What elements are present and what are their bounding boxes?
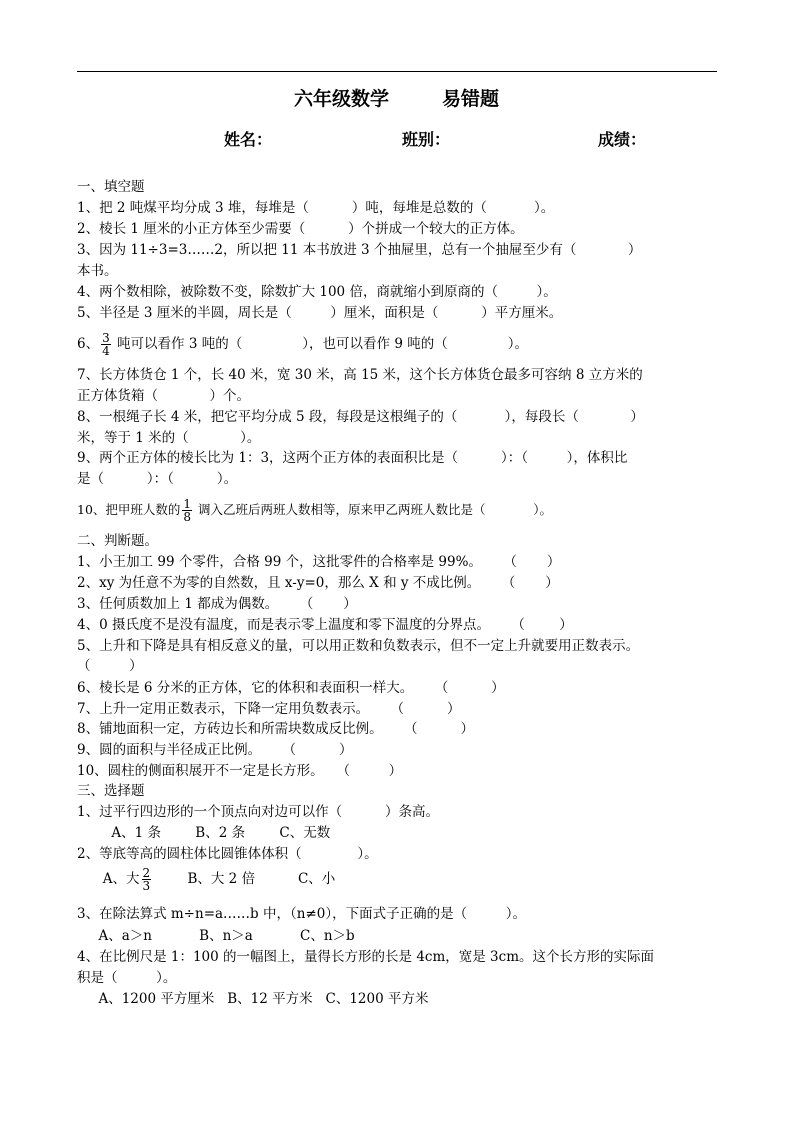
fill-q6 bbox=[77, 332, 528, 357]
choice-q4-cont: 积是（ ）。 bbox=[77, 970, 177, 986]
section-heading-judge: 二、判断题。 bbox=[77, 533, 158, 549]
choice-q2-options bbox=[77, 867, 335, 892]
fill-q8-cont: 米，等于 1 米的（ ）。 bbox=[77, 430, 261, 446]
judge-q3: 3、任何质数加上 1 都成为偶数。 （ ） bbox=[77, 596, 357, 612]
judge-q5: 5、上升和下降是具有相反意义的量，可以用正数和负数表示，但不一定上升就要用正数表示。 bbox=[77, 638, 640, 654]
fraction-denominator: 4 bbox=[102, 344, 110, 358]
section-heading-choice: 三、选择题 bbox=[77, 783, 145, 799]
fill-q6-prefix: 6、 bbox=[77, 336, 100, 352]
fill-q9-cont: 是（ ）：（ ）。 bbox=[77, 471, 238, 487]
choice-q4-options: A、1200 平方厘米 B、12 平方米 C、1200 平方米 bbox=[77, 991, 429, 1007]
section-heading-fill: 一、填空题 bbox=[77, 179, 145, 195]
judge-q9: 9、圆的面积与半径成正比例。 （ ） bbox=[77, 742, 353, 758]
judge-q6: 6、棱长是 6 分米的正方体，它的体积和表面积一样大。 （ ） bbox=[77, 680, 505, 696]
judge-q4: 4、0 摄氏度不是没有温度，而是表示零上温度和零下温度的分界点。 （ ） bbox=[77, 617, 573, 633]
judge-q5-cont: （ ） bbox=[77, 658, 143, 674]
choice-q4: 4、在比例尺是 1：100 的一幅图上，量得长方形的长是 4cm，宽是 3cm。这个长方形的实际面 bbox=[77, 949, 655, 965]
page-title: 六年级数学 易错题 bbox=[294, 88, 499, 110]
judge-q1: 1、小王加工 99 个零件，合格 99 个，这批零件的合格率是 99%。 （ ） bbox=[77, 554, 561, 570]
choice-q2-options-rest: B、大 2 倍 C、小 bbox=[153, 871, 336, 887]
class-label: 班别： bbox=[402, 130, 451, 149]
choice-q2: 2、等底等高的圆柱体比圆锥体体积（ ）。 bbox=[77, 846, 378, 862]
fill-q7: 7、长方体货仓 1 个，长 40 米，宽 30 米，高 15 米，这个长方体货仓最多可容纳 8 立方米的 bbox=[77, 367, 643, 383]
fill-q9: 9、两个正方体的棱长比为 1：3，这两个正方体的表面积比是（ ）：（ ），体积比 bbox=[77, 450, 628, 466]
choice-q2-option-a: A、大 bbox=[77, 871, 140, 887]
fill-q10 bbox=[77, 498, 552, 523]
fraction-three-quarters bbox=[101, 332, 111, 357]
fill-q10-rest: 调入乙班后两班人数相等，原来甲乙两班人数比是（ ）。 bbox=[194, 502, 552, 517]
choice-q3-options: A、a＞n B、n＞a C、n＞b bbox=[77, 928, 355, 944]
name-label: 姓名： bbox=[224, 130, 273, 149]
judge-q2: 2、xy 为任意不为零的自然数，且 x-y=0，那么 X 和 y 不成比例。 （ ） bbox=[77, 575, 559, 591]
fraction-denominator: 8 bbox=[183, 510, 192, 524]
fill-q8: 8、一根绳子长 4 米，把它平均分成 5 段，每段是这根绳子的（ ），每段长（ ） bbox=[77, 409, 644, 425]
fill-q5: 5、半径是 3 厘米的半圆，周长是（ ）厘米，面积是（ ）平方厘米。 bbox=[77, 305, 563, 321]
fill-q1: 1、把 2 吨煤平均分成 3 堆，每堆是（ ）吨，每堆是总数的（ ）。 bbox=[77, 200, 555, 216]
fraction-numerator: 1 bbox=[183, 497, 192, 511]
choice-q3: 3、在除法算式 m÷n=a……b 中，（n≠0），下面式子正确的是（ ）。 bbox=[77, 906, 526, 922]
choice-q1: 1、过平行四边形的一个顶点向对边可以作（ ）条高。 bbox=[77, 804, 440, 820]
top-rule bbox=[77, 71, 717, 72]
judge-q7: 7、上升一定用正数表示，下降一定用负数表示。 （ ） bbox=[77, 701, 461, 717]
fraction-denominator: 3 bbox=[142, 879, 151, 893]
judge-q8: 8、铺地面积一定，方砖边长和所需块数成反比例。 （ ） bbox=[77, 721, 474, 737]
fill-q3-cont: 本书。 bbox=[77, 263, 118, 279]
score-label: 成绩： bbox=[598, 130, 647, 149]
fill-q2: 2、棱长 1 厘米的小正方体至少需要（ ）个拼成一个较大的正方体。 bbox=[77, 221, 524, 237]
judge-q10: 10、圆柱的侧面积展开不一定是长方形。 （ ） bbox=[77, 763, 403, 779]
fraction-two-thirds bbox=[142, 867, 152, 892]
choice-q1-options: A、1 条 B、2 条 C、无数 bbox=[77, 825, 331, 841]
fraction-numerator: 3 bbox=[102, 331, 110, 345]
fill-q7-cont: 正方体货箱（ ）个。 bbox=[77, 388, 250, 404]
fraction-one-eighth bbox=[182, 498, 192, 523]
fill-q4: 4、两个数相除，被除数不变，除数扩大 100 倍，商就缩小到原商的（ ）。 bbox=[77, 284, 557, 300]
fraction-numerator: 2 bbox=[142, 866, 151, 880]
fill-q6-rest: 吨可以看作 3 吨的（ ），也可以看作 9 吨的（ ）。 bbox=[112, 336, 529, 352]
fill-q10-prefix: 10、把甲班人数的 bbox=[77, 502, 181, 517]
fill-q3: 3、因为 11÷3=3……2，所以把 11 本书放进 3 个抽屉里，总有一个抽屉至少有（ ） bbox=[77, 242, 642, 258]
